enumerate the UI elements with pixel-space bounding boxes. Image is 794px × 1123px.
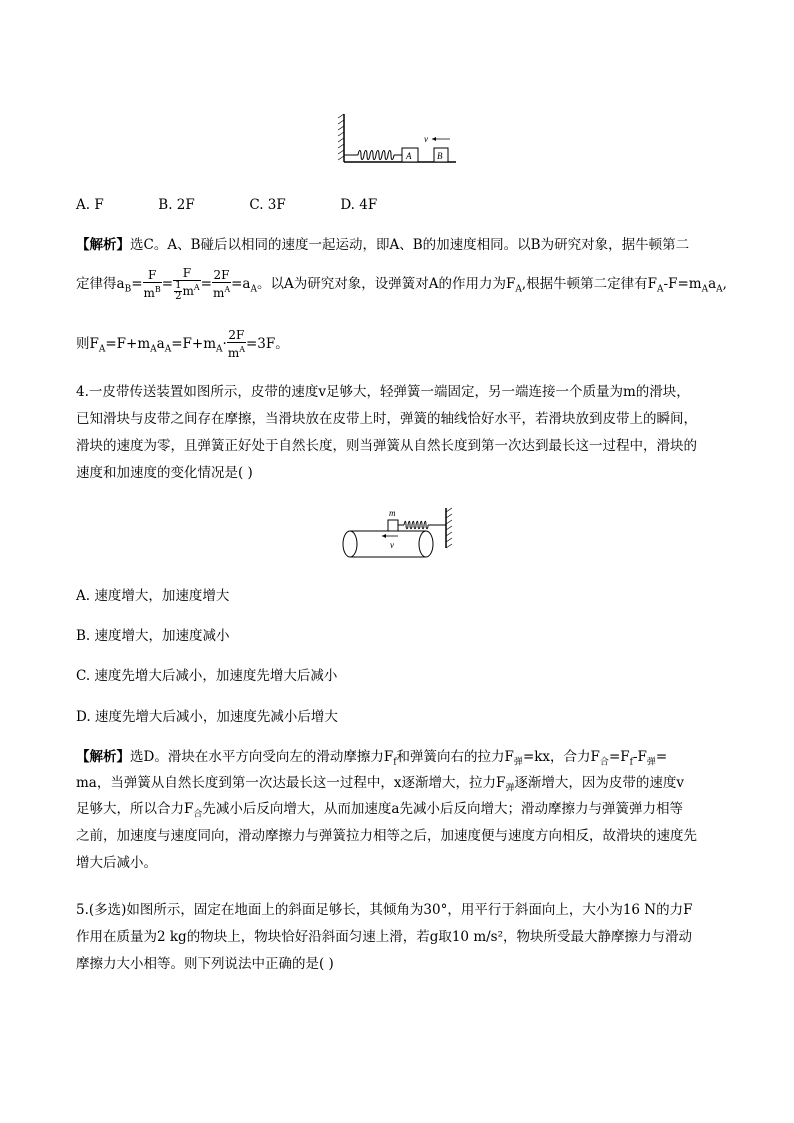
q4-analysis-line-2 xyxy=(76,774,684,798)
text: -F xyxy=(632,749,647,765)
q3-option-c[interactable]: C. 3F xyxy=(249,197,286,213)
analysis-tag: 【解析】 xyxy=(76,237,130,253)
q3-options xyxy=(76,197,377,213)
numerator: F xyxy=(173,267,201,281)
text: =F+m xyxy=(105,336,151,352)
q4-stem-line-4: 速度和加速度的变化情况是( ) xyxy=(76,465,253,481)
fraction-3 xyxy=(212,269,231,300)
q3-analysis-line-2: 定律得$a_B=$ $\frac{F}{m^B}$ = F $\frac{1}{2}$ $m^A$ = $\frac{2F}{m^A}$ $=a_A$。以A为研究对象，设弹簧对A的作用力为$F_A$,根据牛顿第二定律有$F_A-F=m_Aa_A$, xyxy=(76,266,727,302)
text: 足够大，所以合力F xyxy=(76,801,194,817)
text: a xyxy=(708,276,717,292)
spring-shape xyxy=(398,521,446,529)
text: = xyxy=(655,749,668,765)
text: a xyxy=(156,336,165,352)
text: =F+m xyxy=(171,336,217,352)
analysis-tag: 【解析】 xyxy=(76,749,130,765)
q4-stem-line-1: 4.一皮带传送装置如图所示，皮带的速度v足够大，轻弹簧一端固定，另一端连接一个质量为m的滑块， xyxy=(76,384,690,400)
fraction-4 xyxy=(227,329,246,360)
subscript: f xyxy=(629,757,633,768)
spring-blocks-figure xyxy=(336,112,460,166)
subscript: 弹 xyxy=(513,757,523,768)
conveyor-figure xyxy=(340,504,460,560)
q4-stem-line-2: 已知滑块与皮带之间存在摩擦，当滑块放在皮带上时，弹簧的轴线恰好水平，若滑块放到皮带上的瞬间， xyxy=(76,411,697,427)
q4-analysis-line-4: 之前，加速度与速度同向，滑动摩擦力与弹簧拉力相等之后，加速度便与速度方向相反，故滑块的速度先 xyxy=(76,828,697,844)
denominator: $m^A$ xyxy=(212,285,231,300)
q3-analysis-line-3: 则$F_A=F+m_Aa_A=F+m_A\cdot$ $\frac{2F}{m^A}$ =3F。 xyxy=(76,328,289,360)
q3-option-a[interactable]: A. F xyxy=(76,197,104,213)
wall-shape xyxy=(446,508,452,548)
text: 和弹簧向右的拉力F xyxy=(396,749,514,765)
text: = xyxy=(131,276,143,292)
text: ,根据牛顿第二定律有F xyxy=(521,276,658,292)
text: -F=m xyxy=(663,276,702,292)
q5-stem-line-2: 作用在质量为2 kg的物块上，物块恰好沿斜面匀速上滑，若g取10 m/s²，物块所受最大静摩擦力与滑动 xyxy=(76,929,693,945)
text: 逐渐增大，因为皮带的速度v xyxy=(514,775,684,791)
text: 先减小后反向增大，从而加速度a先减小后反向增大；滑动摩擦力与弹簧弹力相等 xyxy=(202,801,683,817)
text: · xyxy=(222,336,227,352)
q5-stem-line-1: 5.(多选)如图所示，固定在地面上的斜面足够长，其倾角为30°，用平行于斜面向上，大小为16 N的力F xyxy=(76,902,693,918)
analysis-text: 选C。A、B碰后以相同的速度一起运动，即A、B的加速度相同。以B为研究对象，据牛顿第二 xyxy=(130,237,690,253)
mass-label: m xyxy=(389,508,396,518)
text: 。以A为研究对象，设弹簧对A的作用力为F xyxy=(257,276,516,292)
text: =kx，合力F xyxy=(522,749,600,765)
spring-shape xyxy=(344,151,402,160)
q4-option-d[interactable]: D. 速度先增大后减小，加速度先减小后增大 xyxy=(76,709,338,725)
q4-option-c[interactable]: C. 速度先增大后减小，加速度先增大后减小 xyxy=(76,668,338,684)
q4-analysis-line-5: 增大后减小。 xyxy=(76,855,157,871)
velocity-label: v xyxy=(424,134,428,144)
text: 则F xyxy=(76,336,99,352)
velocity-arrow xyxy=(432,137,450,141)
fraction-1 xyxy=(143,269,162,300)
text: m xyxy=(212,286,225,300)
subscript: 合 xyxy=(193,809,203,820)
subscript: 合 xyxy=(599,757,609,768)
text: =a xyxy=(231,276,251,292)
numerator: F xyxy=(143,269,162,283)
text: = xyxy=(200,276,212,292)
block-a-label: A xyxy=(406,151,412,161)
subscript: B xyxy=(124,284,132,295)
subscript: f xyxy=(393,757,397,768)
text: = xyxy=(161,276,174,292)
text: m xyxy=(182,284,194,298)
belt-roller-shape xyxy=(343,531,433,557)
q4-option-b[interactable]: B. 速度增大，加速度减小 xyxy=(76,628,230,644)
subscript: 弹 xyxy=(505,783,515,794)
q5-stem-line-3: 摩擦力大小相等。则下列说法中正确的是( ) xyxy=(76,956,334,972)
numerator: 2F xyxy=(228,328,245,342)
text: =3F。 xyxy=(246,336,289,352)
q4-stem-line-3: 滑块的速度为零，且弹簧正好处于自然长度，则当弹簧从自然长度到第一次达到最长这一过程中，滑块的 xyxy=(76,438,697,454)
subscript: 弹 xyxy=(646,757,656,768)
text: m xyxy=(227,346,240,360)
q4-analysis-line-1 xyxy=(76,748,667,772)
q3-analysis-line-1 xyxy=(76,236,689,254)
velocity-label: v xyxy=(390,540,394,550)
text: ma，当弹簧从自然长度到第一次达最长这一过程中，x逐渐增大，拉力F xyxy=(76,775,506,791)
slider-block xyxy=(388,520,398,531)
numerator: 1 xyxy=(175,280,182,291)
text: 选D。滑块在水平方向受向左的滑动摩擦力F xyxy=(130,749,394,765)
denominator: 2 xyxy=(175,291,182,302)
denominator: $\frac{1}{2}$ $m^A$ xyxy=(175,280,200,302)
q4-analysis-line-3 xyxy=(76,800,683,824)
q3-option-b[interactable]: B. 2F xyxy=(158,197,195,213)
numerator: 2F xyxy=(213,268,230,282)
denominator: $m^A$ xyxy=(227,345,245,360)
text: , xyxy=(722,276,727,292)
text: =F xyxy=(608,749,630,765)
text: m xyxy=(143,286,155,300)
text: 定律得a xyxy=(76,276,125,292)
q3-option-d[interactable]: D. 4F xyxy=(340,197,378,213)
subscript: A xyxy=(250,284,257,295)
velocity-arrow xyxy=(382,534,398,538)
denominator: $m^B$ xyxy=(143,285,161,300)
q4-option-a[interactable]: A. 速度增大，加速度增大 xyxy=(76,588,230,604)
fraction-2 xyxy=(173,267,201,302)
block-b-label: B xyxy=(437,151,443,161)
subscript: A xyxy=(515,284,522,295)
